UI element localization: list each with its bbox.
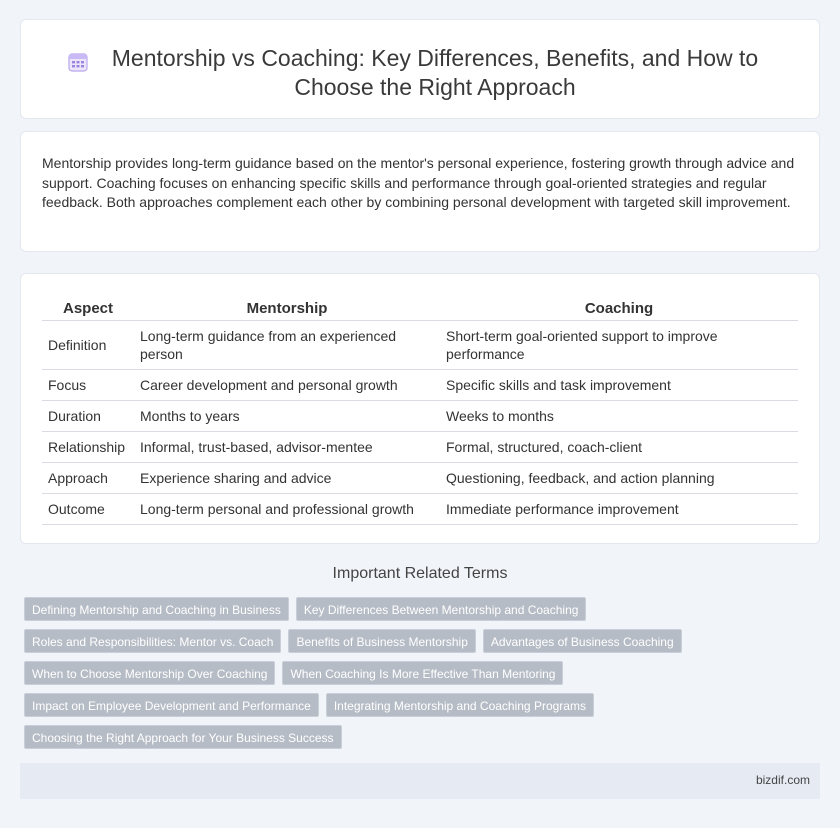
footer-site-link[interactable]: bizdif.com — [755, 773, 810, 787]
cell-coaching: Questioning, feedback, and action planning — [440, 462, 798, 493]
cell-mentorship: Career development and personal growth — [134, 369, 440, 400]
intro-paragraph: Mentorship provides long-term guidance based on the mentor's personal experience, fostering growth through advice and support. Coaching focuses on enhancing specific skills and performance through goal-oriented strategies and regular feedback. Both approaches complement each other by combining personal development with targeted skill improvement. — [42, 155, 795, 210]
related-term-tag[interactable]: Key Differences Between Mentorship and Coaching — [296, 597, 587, 621]
comparison-table — [42, 294, 798, 525]
header-aspect: Aspect — [42, 294, 134, 320]
header-coaching: Coaching — [440, 294, 798, 320]
cell-aspect: Relationship — [42, 431, 134, 462]
related-term-tag[interactable]: Choosing the Right Approach for Your Business Success — [24, 725, 342, 749]
intro-card — [20, 131, 820, 252]
related-term-tag[interactable]: Impact on Employee Development and Performance — [24, 693, 319, 717]
cell-coaching: Immediate performance improvement — [440, 493, 798, 524]
cell-coaching: Formal, structured, coach-client — [440, 431, 798, 462]
cell-mentorship: Months to years — [134, 400, 440, 431]
table-row — [42, 431, 798, 462]
cell-mentorship: Long-term personal and professional growth — [134, 493, 440, 524]
related-term-tag[interactable]: Roles and Responsibilities: Mentor vs. Coach — [24, 629, 281, 653]
table-row — [42, 369, 798, 400]
cell-mentorship: Long-term guidance from an experienced person — [134, 320, 440, 369]
cell-aspect: Duration — [42, 400, 134, 431]
cell-mentorship: Experience sharing and advice — [134, 462, 440, 493]
title-card — [20, 19, 820, 119]
related-term-tag[interactable]: Integrating Mentorship and Coaching Programs — [326, 693, 594, 717]
cell-aspect: Definition — [42, 320, 134, 369]
table-header-row — [42, 294, 798, 320]
cell-mentorship: Informal, trust-based, advisor-mentee — [134, 431, 440, 462]
related-term-tag[interactable]: When Coaching Is More Effective Than Mentoring — [282, 661, 563, 685]
header-mentorship: Mentorship — [134, 294, 440, 320]
table-row — [42, 462, 798, 493]
cell-coaching: Specific skills and task improvement — [440, 369, 798, 400]
cell-aspect: Approach — [42, 462, 134, 493]
related-terms-heading: Important Related Terms — [332, 565, 508, 582]
cell-coaching: Short-term goal-oriented support to improve performance — [440, 320, 798, 369]
table-row — [42, 400, 798, 431]
table-row — [42, 493, 798, 524]
cell-coaching: Weeks to months — [440, 400, 798, 431]
cell-aspect: Focus — [42, 369, 134, 400]
related-term-tag[interactable]: When to Choose Mentorship Over Coaching — [24, 661, 275, 685]
footer — [20, 763, 820, 799]
related-term-tag[interactable]: Benefits of Business Mentorship — [288, 629, 475, 653]
related-terms-list — [24, 597, 704, 757]
related-term-tag[interactable]: Advantages of Business Coaching — [483, 629, 682, 653]
table-row — [42, 320, 798, 369]
page-title: Mentorship vs Coaching: Key Differences, Benefits, and How to Choose the Right Approach — [111, 45, 759, 100]
cell-aspect: Outcome — [42, 493, 134, 524]
related-term-tag[interactable]: Defining Mentorship and Coaching in Business — [24, 597, 289, 621]
comparison-card — [20, 273, 820, 544]
